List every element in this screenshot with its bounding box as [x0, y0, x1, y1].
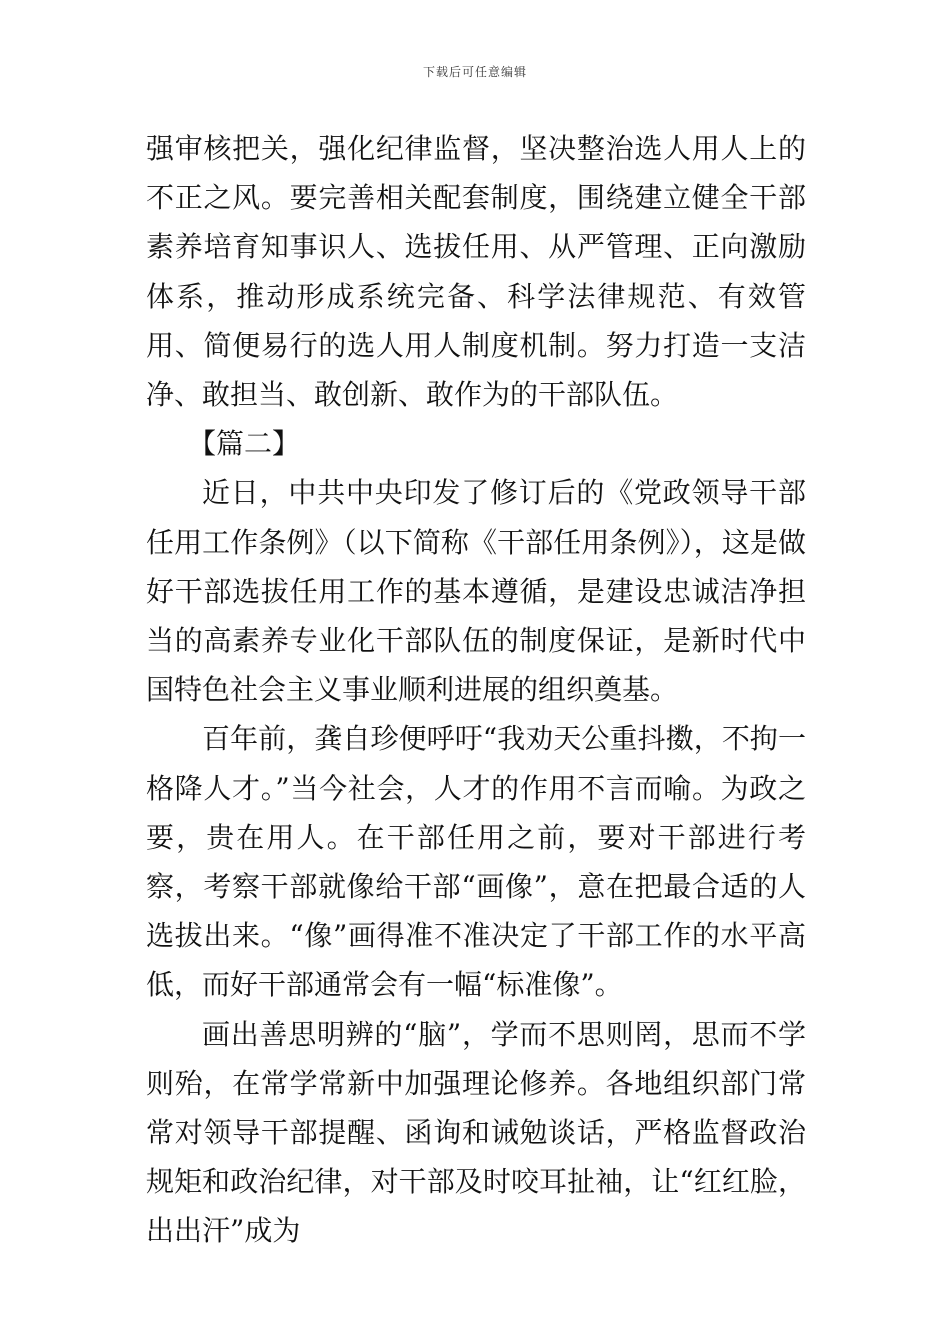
document-body — [146, 124, 806, 1256]
header-note: 下载后可任意编辑 — [422, 65, 527, 79]
paragraph-intro: 近日，中共中央印发了修订后的《党政领导干部任用工作条例》（以下简称《干部任用条例》），这是做好干部选拔任用工作的基本遵循，是建设忠诚洁净担当的高素养专业化干部队伍的制度保证，是新时代中国特色社会主义事业顺利进展的组织奠基。 — [146, 476, 806, 707]
paragraph-talent: 百年前，龚自珍便呼吁“我劝天公重抖擞，不拘一格降人才。”当今社会，人才的作用不言而喻。为政之要，贵在用人。在干部任用之前，要对干部进行考察，考察干部就像给干部“画像”，意在把最合适的人选拔出来。“像”画得准不准决定了干部工作的水平高低，而好干部通常会有一幅“标准像”。 — [146, 722, 806, 1002]
section-heading: 【篇二】 — [188, 427, 301, 461]
paragraph-continuation: 强审核把关，强化纪律监督，坚决整治选人用人上的不正之风。要完善相关配套制度，围绕建立健全干部素养培育知事识人、选拔任用、从严管理、正向激励体系，推动形成系统完备、科学法律规范、有效管用、简便易行的选人用人制度机制。努力打造一支洁净、敢担当、敢创新、敢作为的干部队伍。 — [146, 132, 806, 412]
paragraph-brain: 画出善思明辨的“脑”，学而不思则罔，思而不学则殆，在常学常新中加强理论修养。各地组织部门常常对领导干部提醒、函询和诫勉谈话，严格监督政治规矩和政治纪律，对干部及时咬耳扯袖，让“红红脸，出出汗”成为 — [146, 1017, 806, 1248]
